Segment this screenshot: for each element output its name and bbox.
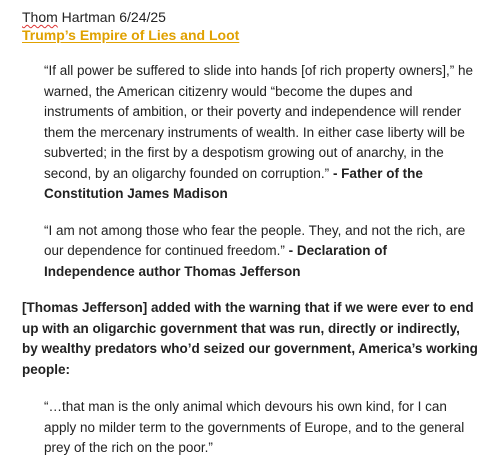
quote-jefferson-europe-text: “…that man is the only animal which devours his own kind, for I can apply no milder term to the governments of Europe, and to the general prey of the rich on the poor.” [44, 399, 465, 455]
quote-jefferson-europe [44, 397, 479, 459]
quote-jefferson-attribution: - Declaration of Independence author Thomas Jefferson [44, 243, 387, 279]
jefferson-warning-paragraph: [Thomas Jefferson] added with the warning that if we were ever to end up with an oligarchic government that was run, directly or indirectly, by wealthy predators who’d seized our government, America’s working people: [22, 300, 478, 377]
quote-jefferson [44, 221, 479, 283]
byline [22, 8, 479, 26]
quote-madison-text: “If all power be suffered to slide into hands [of rich property owners],” he warned, the American citizenry would “become the dupes and instruments of ambition, or their poverty and independence will render them the mercenary instruments of wealth. In either case liberty will be subverted; in the first by a despotism growing out of anarchy, in the second, by an oligarchy founded on corruption.” [44, 63, 473, 181]
byline-author-rest: Hartman 6/24/25 [57, 9, 166, 25]
article-title-link[interactable]: Trump’s Empire of Lies and Loot [22, 27, 240, 43]
quote-jefferson-text: “I am not among those who fear the people. They, and not the rich, are our dependence for continued freedom.” [44, 222, 466, 258]
quote-madison-attribution: - Father of the Constitution James Madison [44, 165, 423, 201]
byline-author-first-name[interactable]: Thom [22, 9, 58, 25]
quote-madison [44, 61, 479, 205]
